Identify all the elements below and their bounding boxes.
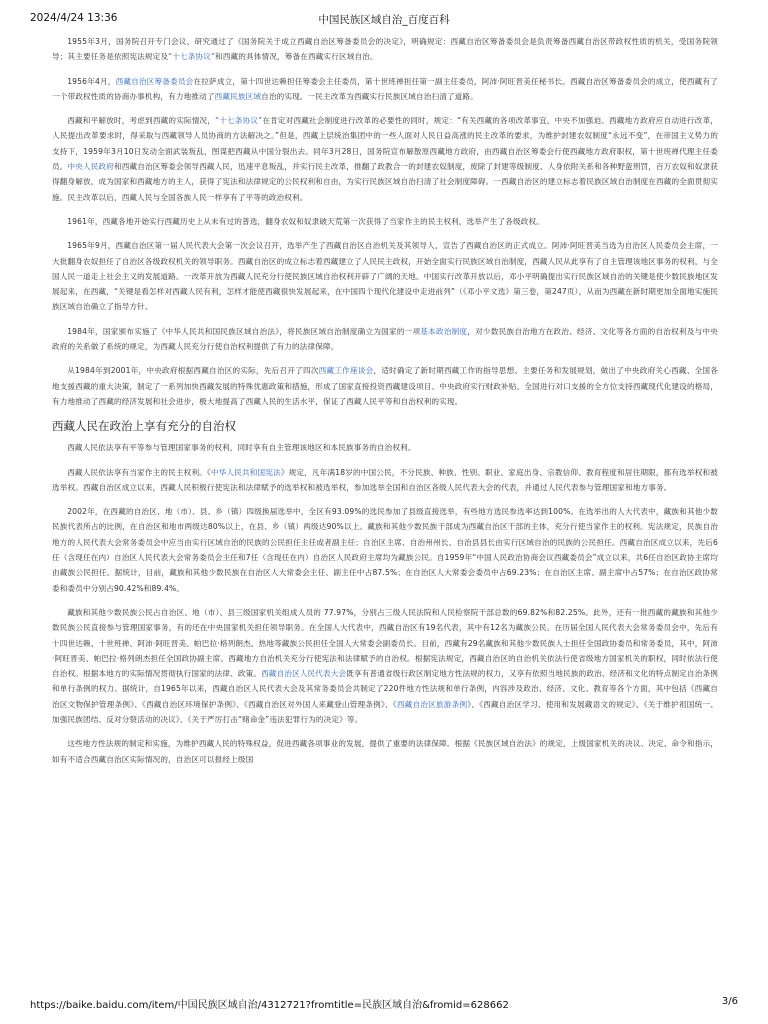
paragraph-text: 西藏和平解放时，考虑到西藏的实际情况， [67, 116, 216, 126]
paragraph-text: 1984年，国家颁布实施了《中华人民共和国民族区域自治法》，将民族区域自治制度确立为国家的一项 [67, 326, 421, 336]
inline-link[interactable]: 西藏自治区旅游条例 [396, 699, 468, 709]
page-url: https://baike.baidu.com/item/中国民族区域自治/4312721?fromtitle=民族区域自治&fromid=628662 [30, 1000, 509, 1011]
article-paragraph [52, 214, 718, 229]
inline-link[interactable]: 中华人民共和国宪法 [210, 467, 281, 477]
inline-link[interactable]: 西藏民族区域 [214, 91, 262, 101]
inline-link[interactable]: 中央人民政府 [67, 162, 114, 172]
paragraph-text: 1961年，西藏各地开始实行西藏历史上从未有过的普选，翻身农奴和奴隶破天荒第一次获得了当家作主的民主权利，选举产生了各级政权。 [67, 216, 544, 226]
article-paragraph [52, 736, 718, 767]
page-title: 中国民族区域自治_百度百科 [318, 14, 450, 26]
paragraph-text: 藏族和其他少数民族公民占自治区、地（市）、县三级国家机关组成人员的 77.97%，分别占三级人民法院和人民检察院干部总数的69.82%和82.25%。此外，还有一批西藏的藏族和其他少数民族公民直接参与管理国家事务，有的还在中央国家机关担任领导职务。在全国人大代表中，西藏自治区有19名代表，其中有12名为藏族公民。在历届全国人民代表大会常务委员会中，先后有十四世达赖、十世班禅、阿沛·阿旺晋美、帕巴拉·格列朗杰、热地等藏族公民担任全国人大常委会副委员长。目前，西藏有29名藏族和其他少数民族人士担任全国政协委员和常务委员，其中，阿沛·阿旺晋美、帕巴拉·格列朗杰担任全国政协副主席。西藏地方自治机关充分行使宪法和法律赋予的自治权。根据宪法规定，西藏自治区的自治机关依法行使省级地方国家机关的职权，同时依法行使自治权。根据本地方的实际情况贯彻执行国家的法律、政策。 [52, 607, 718, 679]
inline-link[interactable]: 西藏自治区人民代表大会 [261, 669, 347, 679]
article-paragraph [52, 34, 718, 65]
paragraph-text: 西藏人民依法享有当家作主的民主权利。《 [67, 467, 211, 477]
print-footer [0, 996, 768, 1012]
article-paragraph [52, 238, 718, 314]
paragraph-text: 这些地方性法规的制定和实施，为维护西藏人民的特殊权益，促进西藏各项事业的发展，提供了重要的法律保障。根据《民族区域自治法》的规定，上级国家机关的决议、决定、命令和指示，如有不适合西藏自治区实际情况的，自治区可以报经上级国 [52, 739, 718, 764]
article-paragraph [52, 440, 718, 455]
inline-link[interactable]: “十七条协议” [168, 52, 216, 62]
section-heading: 西藏人民在政治上享有充分的自治权 [52, 419, 236, 434]
paragraph-text: 西藏人民依法享有平等参与管理国家事务的权利，同时享有自主管理该地区和本民族事务的自治权利。 [67, 443, 416, 453]
print-datetime: 2024/4/24 13:36 [30, 12, 118, 24]
article-paragraph [52, 113, 718, 205]
print-header [0, 12, 768, 28]
paragraph-text: 和西藏自治区筹委会领导西藏人民，迅速平息叛乱，并实行民主改革，推翻了政教合一的封建农奴制度，废除了封建等级制度、人身依附关系和各种野蛮刑罚，百万农奴和奴隶获得翻身解放，成为国家和西藏地方的主人，获得了宪法和法律规定的公民权利和自由，为实行民族区域自治扫清了社会制度障碍。一西藏自治区的建立标志着民族区域自治制度在西藏的全面贯彻实施。民主改革以后，西藏人民与全国各族人民一样享有了平等的政治权利。 [52, 162, 718, 202]
article-paragraph [52, 605, 718, 727]
paragraph-text: 1956年4月， [67, 76, 116, 86]
paragraph-text: 自治的实现。一民主改革为西藏实行民族区域自治扫清了道路。 [261, 91, 478, 101]
paragraph-text: 既享有普通省级行政区制定地方性法规的权力，又享有依照当地民族的政治、经济和文化的特点制定自治条例和单行条例的权力。据统计，自1965年以来，西藏自治区人民代表大会及其常务委员会共制定了220件地方性法规和单行条例，内容涉及政治、经济、文化、教育等各个方面，其中包括《西藏自治区文物保护管理条例》、《西藏自治区环境保护条例》、《西藏自治区对外国人来藏登山管理条例》、《 [52, 669, 718, 709]
article-paragraph [52, 363, 718, 409]
page-number: 3/6 [721, 996, 738, 1007]
inline-link[interactable]: 基本政治制度 [420, 326, 468, 336]
article-body [52, 34, 718, 994]
paragraph-text: 》规定，凡年满18岁的中国公民，不分民族、种族、性别、职业、家庭出身、宗教信仰、教育程度和居住期限，都有选举权和被选举权。西藏自治区成立以来，西藏人民积极行使宪法和法律赋予的选举权和被选举权，参加选举全国和自治区各级人民代表大会的代表，并通过人民代表参与管理国家和地方事务。 [52, 467, 718, 492]
article-paragraph [52, 324, 718, 355]
article-paragraph [52, 465, 718, 496]
inline-link[interactable]: 西藏自治区筹备委员会 [115, 76, 194, 86]
inline-link[interactable]: “十七条协议” [215, 116, 263, 126]
paragraph-text: 从1984年到2001年，中央政府根据西藏自治区的实际，先后召开了四次 [67, 366, 319, 376]
article-paragraph [52, 74, 718, 105]
paragraph-text: 在肯定对西藏社会制度进行改革的必要性的同时，规定：“有关西藏的各项改革事宜，中央不加强迫。西藏地方政府应自动进行改革，人民提出改革要求时，得采取与西藏领导人员协商的方法解决之。”但是，西藏上层统治集团中的一些人面对人民日益高涨的民主改革的要求，为维护封建农奴制度“永远不变”，在帝国主义势力的支持下，1959年3月10日发动全面武装叛乱，图谋把西藏从中国分裂出去。同年3月28日，国务院宣布解散原西藏地方政府，由西藏自治区筹委会行使西藏地方政府职权，第十世班禅代理主任委员。 [52, 116, 718, 172]
paragraph-text: 》、《西藏自治区学习、使用和发展藏语文的规定》、《关于维护祖国统一、加强民族团结、反对分裂活动的决议》、《关于严厉打击“赌命金”违法犯罪行为的决定》等。 [52, 699, 718, 724]
paragraph-text: ，对少数民族自治地方在政治、经济、文化等各方面的自治权利及与中央政府的关系做了系统的规定，为西藏人民充分行使自治权利提供了有力的法律保障。 [52, 326, 718, 352]
paragraph-text: 1965年9月，西藏自治区第一届人民代表大会第一次会议召开，选举产生了西藏自治区自治机关及其领导人，宣告了西藏自治区的正式成立。阿沛·阿旺晋美当选为自治区人民委员会主席，一大批翻身农奴担任了自治区各级政权机关的领导职务。西藏自治区的成立标志着西藏建立了人民民主政权，开始全面实行民族区域自治制度，西藏人民从此享有了自主管理该地区事务的权利，与全国人民一道走上社会主义的发展道路。一改革开放为西藏人民充分行使民族区域自治权利开辟了广阔的天地。中国实行改革开放以后，邓小平明确提出实行民族区域自治的关键是使少数民族地区发展起来，在西藏，“关键是看怎样对西藏人民有利，怎样才能使西藏很快发展起来，在中国四个现代化建设中走进前列”（《邓小平文选》第三卷，第247页），从而为西藏在新时期更加全面地实施民族区域自治确立了指导方针。 [52, 241, 718, 312]
inline-link[interactable]: 西藏工作座谈会 [318, 366, 374, 376]
article-paragraph [52, 504, 718, 596]
paragraph-text: 1955年3月，国务院召开专门会议，研究通过了《国务院关于成立西藏自治区筹备委员会的决定》，明确规定：西藏自治区筹备委员会是负责筹备西藏自治区带政权性质的机关，受国务院领导；其主要任务是依照宪法规定及 [52, 37, 718, 62]
paragraph-text: 和西藏的具体情况，筹备在西藏实行区域自治。 [215, 52, 378, 62]
paragraph-text: 2002年，在西藏的自治区、地（市）、县、乡（镇）四级换届选举中，全区有93.09%的选民参加了县级直接选举，有些地方选民参选率达到100%。在选举出的人大代表中，藏族和其他少数民族代表所占的比例，在自治区和地市两级达80%以上，在县、乡（镇）两级达90%以上。藏族和其他少数民族干部成为西藏自治区干部的主体，充分行使当家作主的权利。宪法规定，民族自治地方的人民代表大会常务委员会中应当由实行区域自治的民族的公民担任主任或者副主任；自治区主席、自治州州长、自治县县长由实行区域自治的民族的公民担任。西藏自治区成立以来，先后6任（含现任在内）自治区人民代表大会常务委员会主任和7任（含现任在内）自治区人民政府主席均为藏族公民。自1959年“中国人民政治协商会议西藏委员会”成立以来，共6任自治区政协主席均由藏族公民担任。据统计，目前，藏族和其他少数民族在自治区人大常委会主任、副主任中占87.5%；在自治区人大常委会委员中占69.23%；在自治区主席、副主席中占57%；在自治区政协常委和委员中分别占90.42%和89.4%。 [52, 507, 718, 593]
paragraph-text: ，适时确定了新时期西藏工作的指导思想、主要任务和发展规划，做出了中央政府关心西藏、全国各地支援西藏的重大决策，制定了一系列加快西藏发展的特殊优惠政策和措施，形成了国家直接投资西藏建设项目、中央政府实行财政补贴、全国进行对口支援的全方位支持西藏现代化建设的格局，有力地推动了西藏的经济发展和社会进步，极大地提高了西藏人民的生活水平，保证了西藏人民平等和自治权利的实现。 [52, 366, 718, 406]
paragraph-text: 在拉萨成立，第十四世达赖担任筹委会主任委员，第十世班禅担任第一副主任委员，阿沛·阿旺晋美任秘书长。西藏自治区筹备委员会的成立，使西藏有了一个带政权性质的协商办事机构，有力地推动了 [52, 76, 718, 101]
